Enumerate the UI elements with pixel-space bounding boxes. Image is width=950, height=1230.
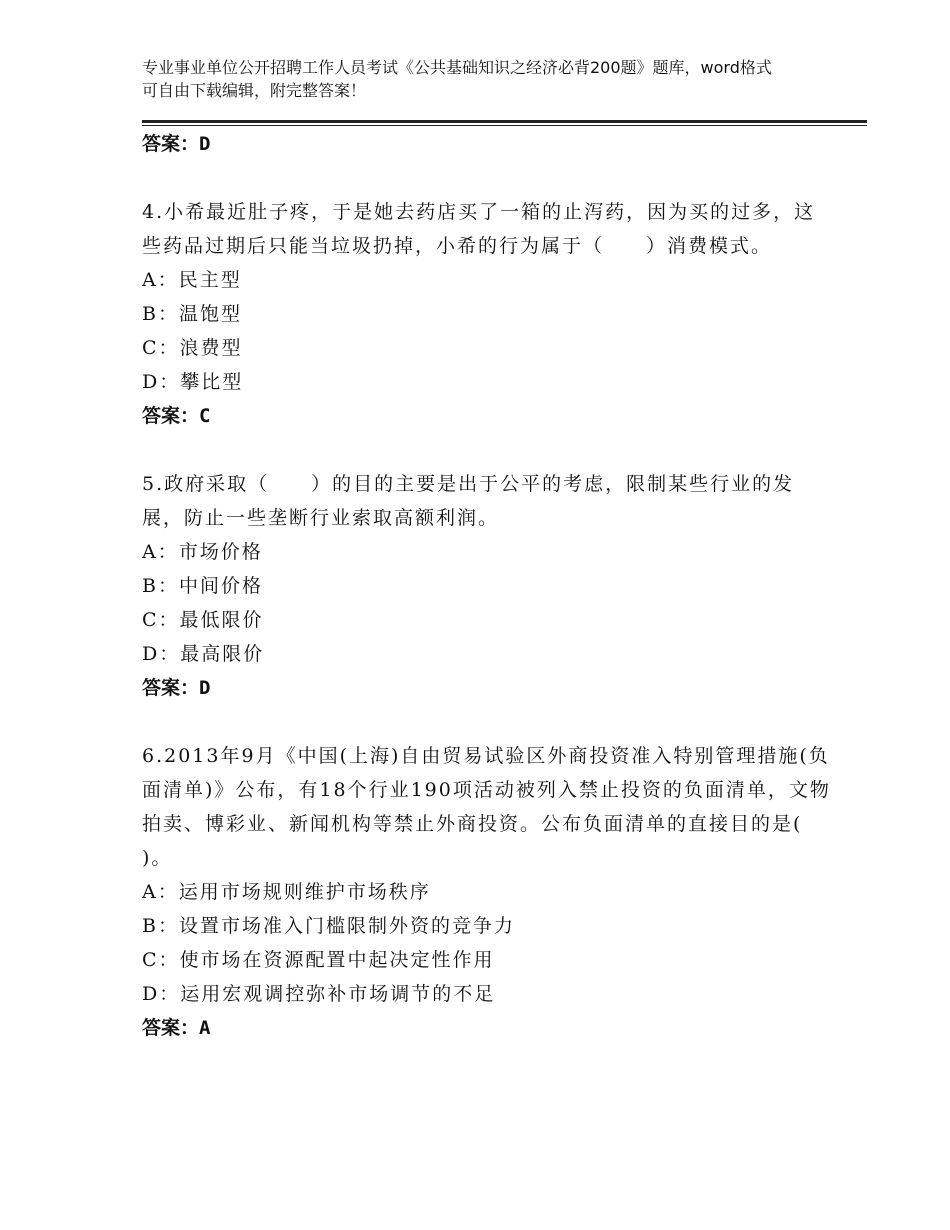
header-divider-thin (142, 125, 867, 126)
question-answer: 答案：D (142, 677, 211, 699)
question-6 (142, 739, 832, 1045)
option-c: C：浪费型 (142, 337, 243, 359)
option-d: D：最高限价 (142, 643, 265, 665)
option-b: B：中间价格 (142, 575, 263, 597)
option-d: D：运用宏观调控弥补市场调节的不足 (142, 983, 496, 1005)
option-c: C：使市场在资源配置中起决定性作用 (142, 949, 495, 971)
option-a: A：运用市场规则维护市场秩序 (142, 881, 431, 903)
question-stem: 6.2013年9月《中国(上海)自由贸易试验区外商投资准入特别管理措施(负面清单)》公布，有18个行业190项活动被列入禁止投资的负面清单，文物拍卖、博彩业、新闻机构等禁止外商投资。公布负面清单的直接目的是( )。 (142, 745, 831, 869)
document-body (142, 127, 832, 1045)
question-5 (142, 467, 832, 705)
option-a: A：民主型 (142, 269, 242, 291)
header-divider-thick (142, 120, 867, 123)
previous-answer: 答案：D (142, 133, 211, 155)
page-header: 专业事业单位公开招聘工作人员考试《公共基础知识之经济必背200题》题库，word格式可自由下载编辑，附完整答案！ (142, 58, 772, 100)
option-b: B：设置市场准入门槛限制外资的竞争力 (142, 915, 515, 937)
option-a: A：市场价格 (142, 541, 263, 563)
question-answer: 答案：A (142, 1017, 211, 1039)
question-4 (142, 195, 832, 433)
question-answer: 答案：C (142, 405, 211, 427)
option-d: D：攀比型 (142, 371, 244, 393)
option-c: C：最低限价 (142, 609, 264, 631)
option-b: B：温饱型 (142, 303, 242, 325)
question-stem: 5.政府采取（ ）的目的主要是出于公平的考虑，限制某些行业的发展，防止一些垄断行业索取高额利润。 (142, 473, 795, 529)
question-stem: 4.小希最近肚子疼，于是她去药店买了一箱的止泻药，因为买的过多，这些药品过期后只能当垃圾扔掉，小希的行为属于（ ）消费模式。 (142, 201, 816, 257)
